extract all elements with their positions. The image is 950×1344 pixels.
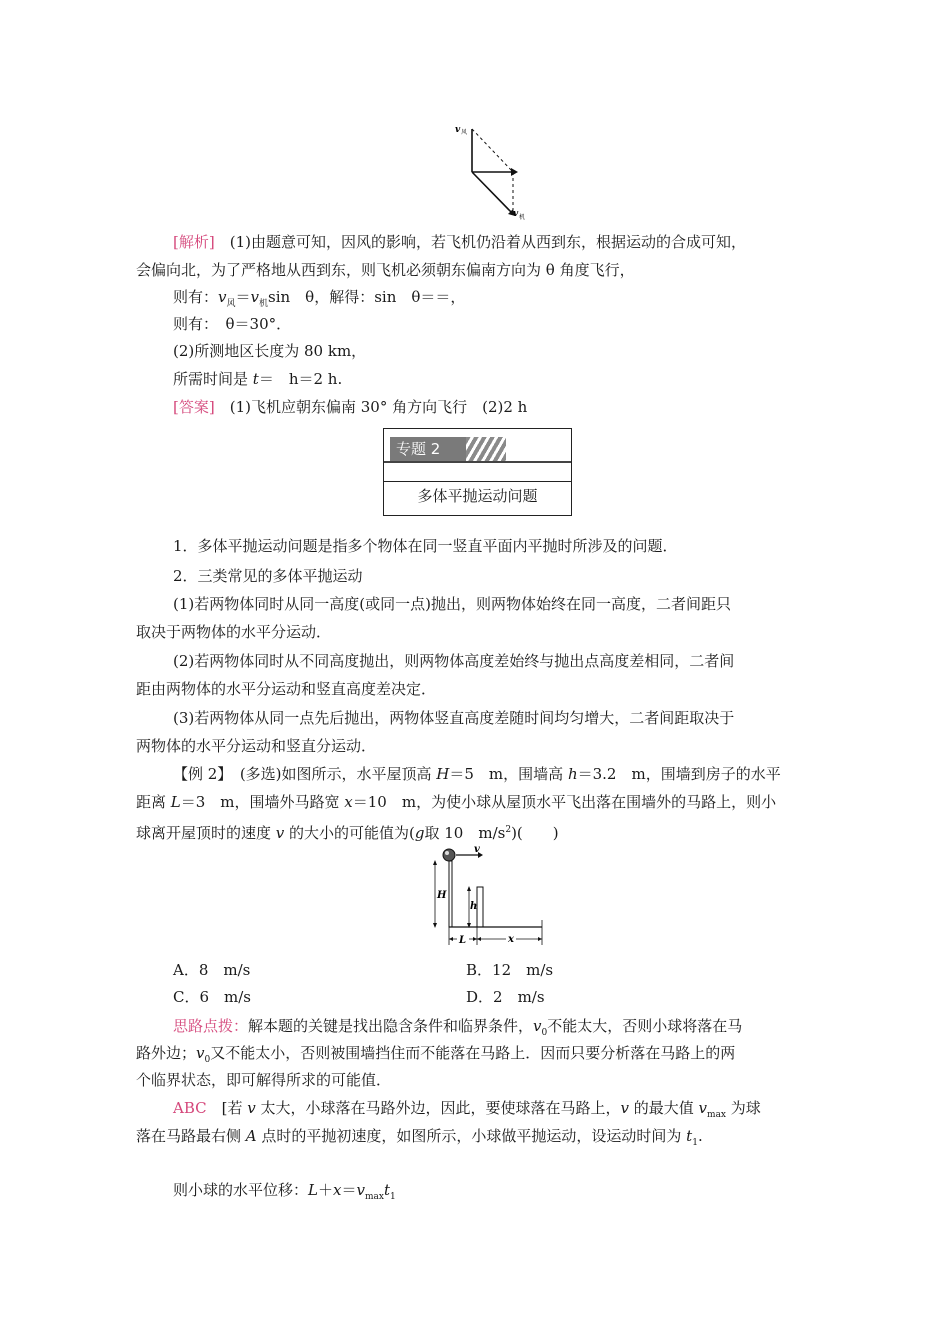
example-text-1b: ＝5 m，围墙高 <box>449 765 568 783</box>
v0-var-2: v <box>196 1044 205 1062</box>
x-arrow-right <box>538 937 542 941</box>
abc-tag: ABC <box>173 1099 207 1117</box>
t1-var-last: t <box>383 1181 390 1199</box>
solution-line-4: 则有： θ＝30°． <box>173 315 292 333</box>
vmax-subscript: max <box>707 1110 727 1120</box>
example-text-2a: 距离 <box>136 793 171 811</box>
H-arrow-bottom <box>433 923 437 928</box>
A-var: A <box>245 1127 257 1145</box>
plane-subscript: 机 <box>259 299 269 309</box>
hint-line-3: 个临界状态，即可解得所求的可能值． <box>136 1071 392 1089</box>
t1-subscript: 1 <box>692 1138 698 1148</box>
plane-velocity-subscript: 机 <box>519 214 526 221</box>
hint-line-2 <box>136 1043 735 1070</box>
h-label: h <box>470 901 478 912</box>
H-label: H <box>437 890 447 901</box>
example-line-1 <box>173 764 781 784</box>
option-a[interactable]: A．8 m/s <box>173 961 251 979</box>
vmax-var-last: v <box>356 1181 365 1199</box>
squared-superscript: 2 <box>505 825 512 835</box>
x-var: x <box>344 793 353 811</box>
v-plane-var: v <box>250 288 260 306</box>
solution-line-3 <box>173 287 465 314</box>
H-var: H <box>436 765 450 783</box>
plane-velocity-vector <box>472 172 512 213</box>
topic-bar <box>384 461 571 463</box>
intro-line-3a: (1)若两物体同时从同一高度(或同一点)抛出，则两物体始终在同一高度，二者间距只 <box>173 595 731 613</box>
last-line <box>173 1180 396 1207</box>
abc-text-1c: 的最大值 <box>629 1099 699 1117</box>
plus-sign: ＋ <box>317 1181 333 1199</box>
projectile-figure <box>430 845 550 945</box>
L-var: L <box>170 793 181 811</box>
answer-text: (1)飞机应朝东偏南 30° 角方向飞行 (2)2 h <box>214 398 528 416</box>
L-label: L <box>459 935 467 945</box>
intro-line-5a: (3)若两物体从同一点先后抛出，两物体竖直高度差随时间均匀增大，二者间距取决于 <box>173 709 735 727</box>
hint-text-2b: 又不能太小，否则被围墙挡住而不能落在马路上．因而只要分析落在马路上的两 <box>210 1044 736 1062</box>
solution-line-6 <box>173 369 342 389</box>
solution-line-5: (2)所测地区长度为 80 km， <box>173 342 367 360</box>
answer-tag: [答案] <box>173 398 215 416</box>
abc-text-1b: 太大，小球落在马路外边，因此，要使球落在马路上， <box>255 1099 621 1117</box>
intro-line-1: 1．多体平抛运动问题是指多个物体在同一竖直平面内平抛时所涉及的问题． <box>173 537 678 555</box>
vmax-var: v <box>698 1099 708 1117</box>
example-line-3 <box>136 820 559 843</box>
equals-sign: ＝ <box>235 288 251 306</box>
option-b[interactable]: B．12 m/s <box>466 961 554 979</box>
abc-line-2 <box>136 1126 703 1153</box>
topic-divider <box>384 481 571 482</box>
topic-title: 多体平抛运动问题 <box>417 487 538 505</box>
example-text-3b: 的大小的可能值为( <box>284 824 415 842</box>
intro-line-3b: 取决于两物体的水平分运动． <box>136 623 332 641</box>
v0-subscript-2: 0 <box>204 1055 211 1065</box>
velocity-composition-figure <box>450 120 530 225</box>
example-line-2 <box>136 792 776 812</box>
wind-velocity-label: v <box>455 125 461 135</box>
vmax-subscript-last: max <box>364 1192 384 1202</box>
solution-text-1a: (1)由题意可知，因风的影响，若飞机仍沿着从西到东，根据运动的合成可知， <box>214 233 746 251</box>
hint-text-1a: 解本题的关键是找出隐含条件和临界条件， <box>248 1017 534 1035</box>
ball-highlight <box>445 851 449 855</box>
x-arrow-left <box>477 937 481 941</box>
hint-text-2a: 路外边； <box>136 1044 197 1062</box>
abc-text-2c: . <box>697 1127 703 1145</box>
abc-text-1d: 为球 <box>726 1099 761 1117</box>
hint-text-1b: 不能太大，否则小球将落在马 <box>547 1017 743 1035</box>
solution-text-6a: 所需时间是 <box>173 370 253 388</box>
example-text-3a: 球离开屋顶时的速度 <box>136 824 276 842</box>
intro-line-4b: 距由两物体的水平分运动和竖直高度差决定． <box>136 680 437 698</box>
solution-tag: [解析] <box>173 233 215 251</box>
abc-text-1a: [若 <box>206 1099 248 1117</box>
example-text-1c: ＝3.2 m，围墙到房子的水平 <box>577 765 781 783</box>
intro-line-4a: (2)若两物体同时从不同高度抛出，则两物体高度差始终与抛出点高度差相同，二者间 <box>173 652 735 670</box>
v-wind-var: v <box>218 288 227 306</box>
option-c[interactable]: C．6 m/s <box>173 988 251 1006</box>
t1-var: t <box>686 1127 693 1145</box>
solution-text-3a: 则有： <box>173 288 219 306</box>
wall <box>477 887 483 927</box>
example-text-3c: 取 10 m/s <box>424 824 506 842</box>
last-text: 则小球的水平位移： <box>173 1181 309 1199</box>
topic-stripes <box>466 437 506 461</box>
L-arrow-left <box>449 937 453 941</box>
hint-tag: 思路点拨： <box>173 1017 249 1035</box>
v-var-abc-2: v <box>620 1099 629 1117</box>
topic-box <box>383 428 572 516</box>
t-var: t <box>252 370 259 388</box>
v-label: v <box>474 845 480 855</box>
abc-line-1 <box>173 1098 761 1125</box>
h-var: h <box>567 765 578 783</box>
answer-line <box>173 397 527 417</box>
wind-velocity-subscript: 风 <box>461 129 468 136</box>
solution-line-1 <box>173 232 746 252</box>
wind-subscript: 风 <box>226 299 236 309</box>
abc-text-2a: 落在马路最右侧 <box>136 1127 246 1145</box>
abc-text-2b: 点时的平抛初速度，如图所示，小球做平抛运动，设运动时间为 <box>256 1127 687 1145</box>
v-var-abc: v <box>247 1099 256 1117</box>
example-text-3d: )( ) <box>511 824 559 842</box>
solution-text-3b: sin θ，解得：sin θ＝＝， <box>268 288 466 306</box>
L-var-last: L <box>308 1181 318 1199</box>
H-arrow-top <box>433 860 437 865</box>
g-var: g <box>414 824 425 842</box>
equals-sign-last: ＝ <box>341 1181 357 1199</box>
resultant-arrowhead <box>511 168 518 176</box>
x-label: x <box>508 934 514 945</box>
t1-subscript-last: 1 <box>389 1192 396 1202</box>
L-arrow-right <box>473 937 477 941</box>
hint-line-1 <box>173 1016 742 1043</box>
x-var-last: x <box>333 1181 342 1199</box>
example-text-2c: ＝10 m，为使小球从屋顶水平飞出落在围墙外的马路上，则小 <box>352 793 777 811</box>
example-text-1a: (多选)如图所示，水平屋顶高 <box>224 765 437 783</box>
v0-var: v <box>533 1017 542 1035</box>
v-var: v <box>275 824 285 842</box>
example-text-2b: ＝3 m，围墙外马路宽 <box>180 793 345 811</box>
house-wall <box>449 861 452 927</box>
plane-velocity-label: v <box>513 209 519 219</box>
ball-icon <box>443 849 455 861</box>
h-arrow-top <box>467 886 471 891</box>
solution-text-6b: ＝ h＝2 h. <box>258 370 343 388</box>
example-tag: 【例 2】 <box>173 765 225 783</box>
v0-subscript: 0 <box>541 1028 548 1038</box>
option-d[interactable]: D．2 m/s <box>466 988 545 1006</box>
solution-line-2: 会偏向北，为了严格地从西到东，则飞机必须朝东偏南方向为 θ 角度飞行， <box>136 261 635 279</box>
dashed-parallel-line <box>472 129 513 172</box>
intro-line-2: 2．三类常见的多体平抛运动 <box>173 567 363 585</box>
topic-tag: 专题 2 <box>390 437 466 461</box>
intro-line-5b: 两物体的水平分运动和竖直分运动． <box>136 737 377 755</box>
